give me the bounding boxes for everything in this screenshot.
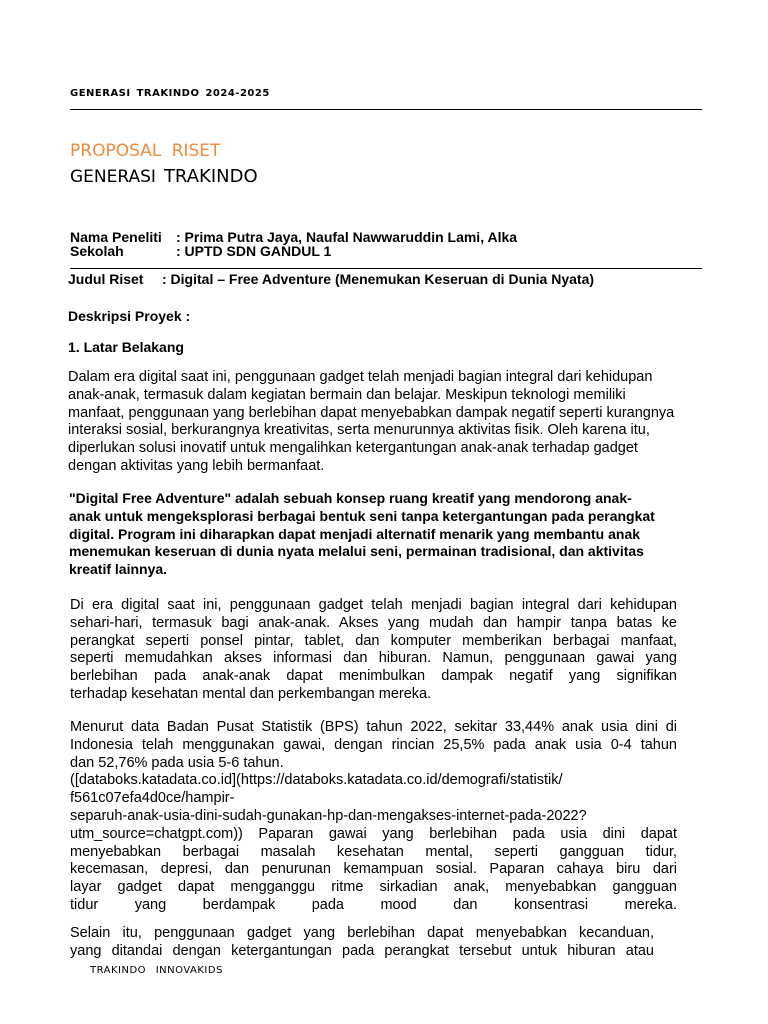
paragraph-line: menemukan keseruan di dunia nyata melalui seni, permainan tradisional, dan aktivitas xyxy=(69,543,644,560)
paragraph-line: f561c07efa4d0ce/hampir- xyxy=(70,790,235,807)
program-title xyxy=(70,166,258,187)
paragraph-line: berlebihan pada anak-anak dapat menimbulkan dampak negatif yang signifikan xyxy=(70,668,677,685)
document-header-label: GENERASI TRAKINDO 2024-2025 xyxy=(70,88,270,99)
paragraph-line: Selain itu, penggunaan gadget yang berlebihan dapat menyebabkan kecanduan, xyxy=(70,925,654,941)
researcher-label: Nama Peneliti xyxy=(70,229,162,245)
paragraph-addiction xyxy=(70,925,654,961)
paragraph-bps-data xyxy=(70,719,677,912)
paragraph-concept xyxy=(69,490,709,579)
paragraph-line: manfaat, penggunaan yang berlebihan dapat menyebabkan dampak negatif seperti kurangnya xyxy=(68,404,675,421)
research-title-label: Judul Riset xyxy=(68,271,144,287)
research-title-value: : Digital – Free Adventure (Menemukan Keseruan di Dunia Nyata) xyxy=(162,271,595,287)
paragraph-line: tidur yang berdampak pada mood dan konsentrasi mereka. xyxy=(70,896,677,912)
program-title-word-1: GENERASI xyxy=(70,167,156,187)
paragraph-line: terhadap kesehatan mental dan perkembangan mereka. xyxy=(70,685,432,702)
paragraph-line: perangkat seperti ponsel pintar, tablet, dan komputer memberikan berbagai manfaat, xyxy=(70,632,677,649)
program-title-word-2: TRAKINDO xyxy=(163,166,258,187)
research-title-row xyxy=(68,272,594,287)
paragraph-digital-era xyxy=(70,597,677,704)
paragraph-line: seperti memudahkan akses informasi dan hiburan. Namun, penggunaan gawai yang xyxy=(70,650,677,667)
researcher-value: : Prima Putra Jaya, Naufal Nawwaruddin Lami, Alka xyxy=(176,229,518,245)
paragraph-line: ([databoks.katadata.co.id](https://databoks.katadata.co.id/demografi/statistik/ xyxy=(70,772,563,789)
paragraph-line: utm_source=chatgpt.com)) Paparan gawai yang berlebihan pada usia dini dapat xyxy=(70,825,677,842)
paragraph-line: Di era digital saat ini, penggunaan gadget telah menjadi bagian integral dari kehidupan xyxy=(70,597,677,613)
description-heading: Deskripsi Proyek : xyxy=(68,308,191,324)
paragraph-line: interaksi sosial, berkurangnya kreativitas, serta menurunnya aktivitas fisik. Oleh karena itu, xyxy=(68,422,650,439)
paragraph-line: Menurut data Badan Pusat Statistik (BPS) tahun 2022, sekitar 33,44% anak usia dini di xyxy=(70,719,677,735)
paragraph-line: anak untuk mengeksplorasi berbagai bentuk seni tanpa ketergantungan pada perangkat xyxy=(69,507,655,524)
paragraph-line: Dalam era digital saat ini, penggunaan gadget telah menjadi bagian integral dari kehidupan xyxy=(68,369,653,385)
school-label: Sekolah xyxy=(70,243,124,259)
header-divider xyxy=(70,109,702,110)
paragraph-line: diperlukan solusi inovatif untuk mengalihkan ketergantungan anak-anak terhadap gadget xyxy=(68,440,638,457)
paragraph-line: layar gadget dapat mengganggu ritme sirkadian anak, menyebabkan gangguan xyxy=(70,879,677,896)
paragraph-intro xyxy=(68,369,708,476)
school-value: : UPTD SDN GANDUL 1 xyxy=(176,243,332,259)
paragraph-line: digital. Program ini diharapkan dapat menjadi alternatif menarik yang membantu anak xyxy=(69,525,641,542)
paragraph-line: kreatif lainnya. xyxy=(69,561,168,578)
paragraph-bps-clip xyxy=(70,719,684,912)
paragraph-line: sehari-hari, termasuk bagi anak-anak. Akses yang mudah dan hampir tanpa batas ke xyxy=(70,614,677,631)
paragraph-line: dan 52,76% pada usia 5-6 tahun. xyxy=(70,754,284,771)
document-footer-label: TRAKINDO INNOVAKIDS xyxy=(90,965,223,976)
paragraph-line: separuh-anak-usia-dini-sudah-gunakan-hp-dan-mengakses-internet-pada-2022? xyxy=(70,807,587,824)
school-row xyxy=(70,244,331,259)
paragraph-line: menyebabkan berbagai masalah kesehatan mental, seperti gangguan tidur, xyxy=(70,843,677,860)
background-heading: 1. Latar Belakang xyxy=(68,339,184,355)
paragraph-line: "Digital Free Adventure" adalah sebuah konsep ruang kreatif yang mendorong anak- xyxy=(69,490,632,506)
paragraph-line: yang ditandai dengan ketergantungan pada perangkat tersebut untuk hiburan atau xyxy=(70,942,654,959)
paragraph-line: Indonesia telah menggunakan gawai, dengan rincian 25,5% pada anak usia 0-4 tahun xyxy=(70,736,677,753)
paragraph-line: dengan aktivitas yang lebih bermanfaat. xyxy=(68,457,325,474)
proposal-title: PROPOSAL RISET xyxy=(70,141,221,161)
paragraph-line: anak-anak, termasuk dalam kegiatan bermain dan belajar. Meskipun teknologi memiliki xyxy=(68,386,626,403)
paragraph-line: kecemasan, depresi, dan penurunan kemampuan sosial. Paparan cahaya biru dari xyxy=(70,861,677,878)
meta-divider xyxy=(70,268,702,269)
